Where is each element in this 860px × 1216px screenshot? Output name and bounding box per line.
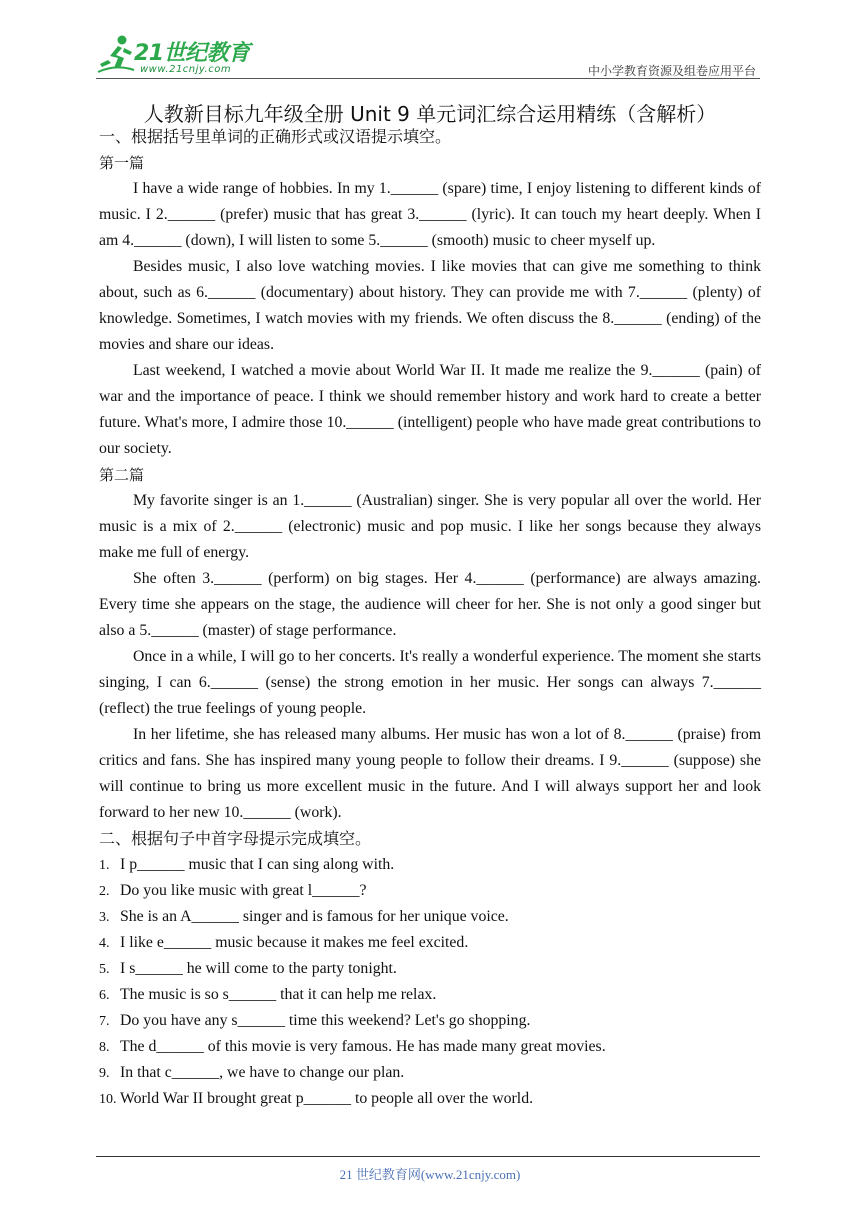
page-header (96, 34, 760, 80)
question-text: Do you have any s______ time this weekend? Let's go shopping. (120, 1012, 531, 1029)
document-title: 人教新目标九年级全册 Unit 9 单元词汇综合运用精练（含解析） (143, 102, 717, 126)
question-item (99, 982, 761, 1008)
question-item (99, 878, 761, 904)
section2-heading: 二、根据句子中首字母提示完成填空。 (99, 829, 372, 848)
platform-name: 中小学教育资源及组卷应用平台 (587, 64, 756, 78)
part1-label: 第一篇 (99, 154, 145, 172)
part2-paragraph-3: Once in a while, I will go to her concerts. It's really a wonderful experience. The moment she starts singing, I can 6.______ (sense) the strong emotion in her music. Her songs can always 7.______ (reflect) the true feelings of young people. (99, 648, 761, 717)
part1-paragraph-1: I have a wide range of hobbies. In my 1.______ (spare) time, I enjoy listening to different kinds of music. I 2.______ (prefer) music that has great 3.______ (lyric). It can touch my heart deeply. When I am 4.______ (down), I will listen to some 5.______ (smooth) music to cheer myself up. (99, 180, 761, 249)
question-text: Do you like music with great l______? (120, 882, 367, 899)
question-text: The d______ of this movie is very famous. He has made many great movies. (120, 1038, 606, 1055)
part2-label: 第二篇 (99, 466, 145, 484)
question-item (99, 1008, 761, 1034)
question-item (99, 1060, 761, 1086)
question-text: I p______ music that I can sing along with. (120, 856, 395, 873)
question-text: I like e______ music because it makes me feel excited. (120, 934, 469, 951)
question-number: 7. (99, 1014, 110, 1029)
page-footer: 21 世纪教育网(www.21cnjy.com) (339, 1167, 521, 1182)
question-item (99, 1034, 761, 1060)
part1-paragraph-2: Besides music, I also love watching movies. I like movies that can give me something to think about, such as 6.______ (documentary) about history. They can provide me with 7.______ (plenty) of knowledge. Sometimes, I watch movies with my friends. We often discuss the 8.______ (ending) of the movies and share our ideas. (99, 258, 761, 353)
question-text: I s______ he will come to the party tonight. (120, 960, 397, 977)
question-item (99, 852, 761, 878)
part1-paragraph-3: Last weekend, I watched a movie about World War II. It made me realize the 9.______ (pain) of war and the importance of peace. I think we should remember history and work hard to create a better future. What's more, I admire those 10.______ (intelligent) people who have made great contributions to our society. (99, 362, 761, 457)
question-number: 8. (99, 1040, 110, 1055)
question-item (99, 1086, 761, 1112)
question-text: World War II brought great p______ to people all over the world. (120, 1090, 534, 1107)
question-item (99, 904, 761, 930)
header-divider (96, 78, 760, 79)
logo-url: www.21cnjy.com (140, 64, 232, 75)
part2-paragraph-4: In her lifetime, she has released many albums. Her music has won a lot of 8.______ (praise) from critics and fans. She has inspired many young people to follow their dreams. I 9.______ (suppose) she will continue to bring us more excellent music in the future. And I will always support her and look forward to her new 10.______ (work). (99, 726, 761, 821)
question-number: 5. (99, 962, 110, 977)
logo (96, 34, 266, 78)
question-item (99, 956, 761, 982)
part2-paragraph-2: She often 3.______ (perform) on big stages. Her 4.______ (performance) are always amazing. Every time she appears on the stage, the audience will cheer for her. She is not only a good singer but also a 5.______ (master) of stage performance. (99, 570, 761, 639)
runner-logo-icon (96, 34, 136, 78)
section1-heading: 一、根据括号里单词的正确形式或汉语提示填空。 (99, 127, 452, 146)
question-number: 10. (99, 1092, 117, 1107)
part2-paragraph-1: My favorite singer is an 1.______ (Australian) singer. She is very popular all over the world. Her music is a mix of 2.______ (electronic) music and pop music. I like her songs because they always make me full of energy. (99, 492, 761, 561)
question-number: 1. (99, 858, 110, 873)
question-number: 9. (99, 1066, 110, 1081)
question-number: 6. (99, 988, 110, 1003)
logo-text: 21世纪教育 (134, 41, 250, 66)
footer-divider (96, 1156, 760, 1157)
question-number: 3. (99, 910, 110, 925)
question-text: She is an A______ singer and is famous for her unique voice. (120, 908, 509, 925)
question-number: 4. (99, 936, 110, 951)
question-number: 2. (99, 884, 110, 899)
question-text: In that c______, we have to change our plan. (120, 1064, 405, 1081)
question-text: The music is so s______ that it can help me relax. (120, 986, 437, 1003)
document-body (99, 124, 761, 1112)
question-item (99, 930, 761, 956)
